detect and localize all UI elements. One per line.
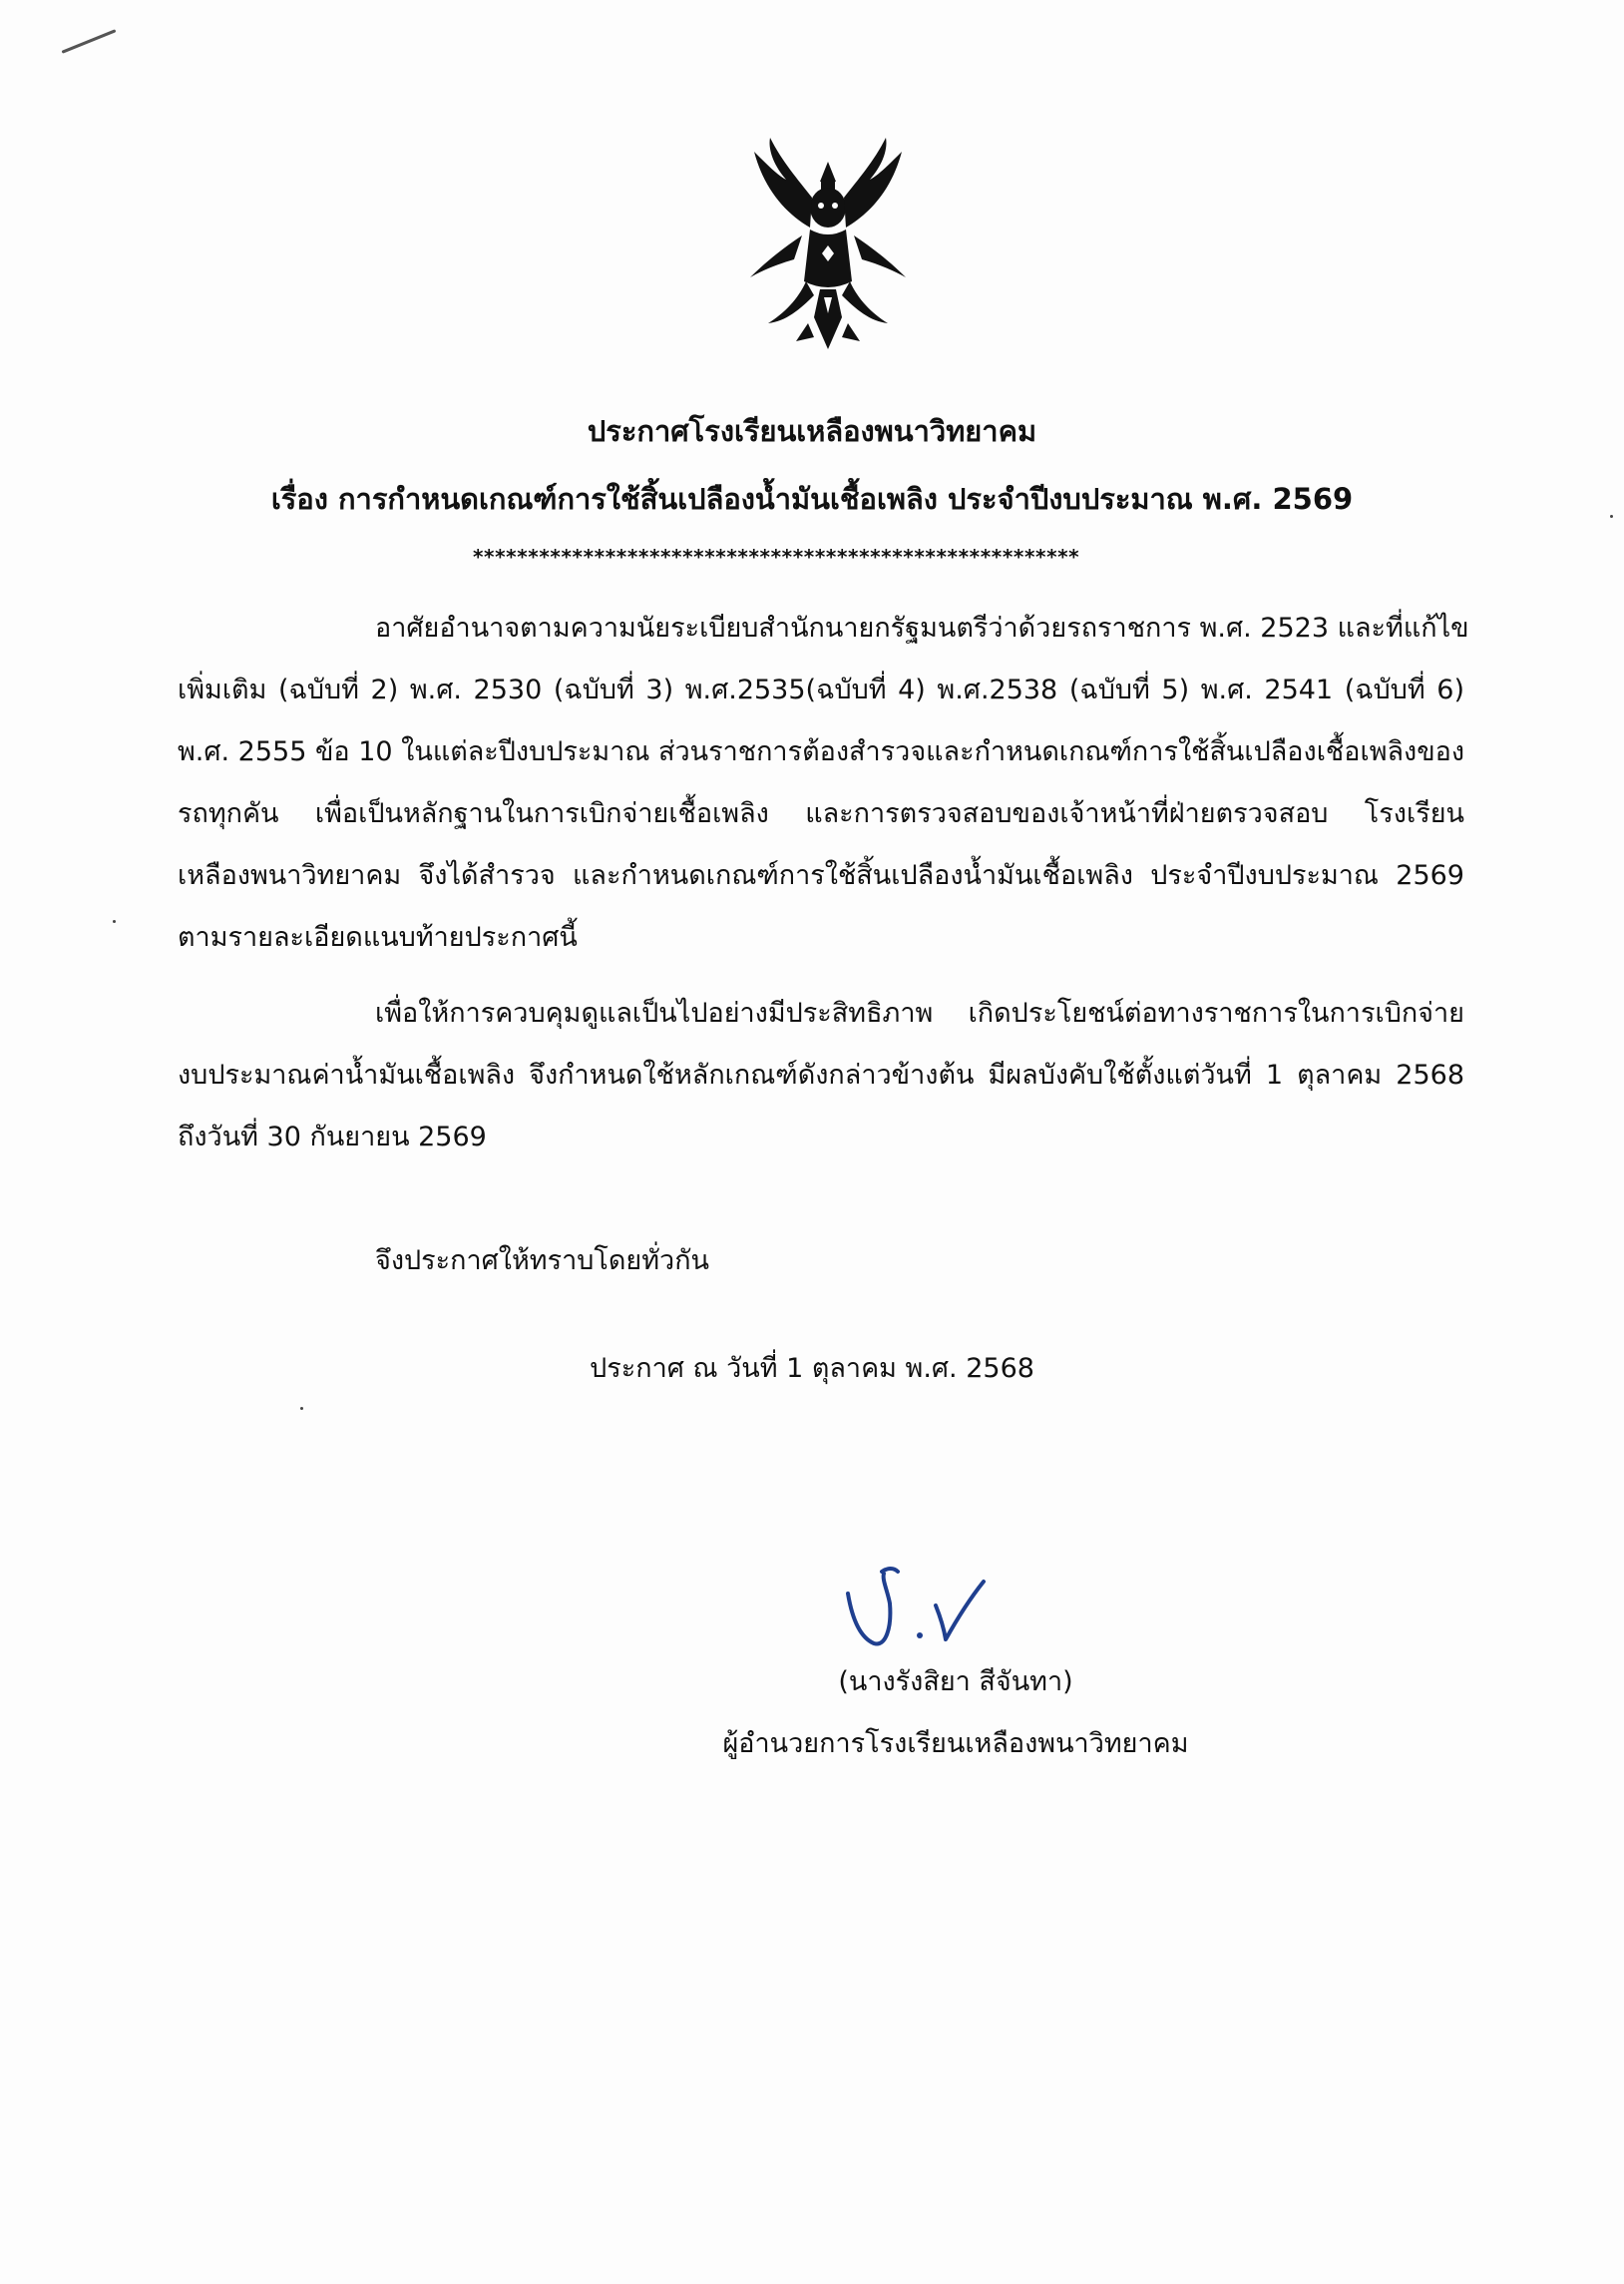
paragraph1-line: เพิ่มเติม (ฉบับที่ 2) พ.ศ. 2530 (ฉบับที่ 3) พ.ศ.2535(ฉบับที่ 4) พ.ศ.2538 (ฉบับที่ 5) พ.ศ. 2541 (ฉบับที่ 6) [178, 675, 1464, 705]
announcement-title: ประกาศโรงเรียนเหลืองพนาวิทยาคม [587, 414, 1037, 448]
paragraph1-line: รถทุกคัน เพื่อเป็นหลักฐานในการเบิกจ่ายเชื้อเพลิง และการตรวจสอบของเจ้าหน้าที่ฝ่ายตรวจสอบ โรงเรียน [178, 798, 1464, 829]
paragraph1-line: พ.ศ. 2555 ข้อ 10 ในแต่ละปีงบประมาณ ส่วนราชการต้องสำรวจและกำหนดเกณฑ์การใช้สิ้นเปลืองเชื้อเพลิงของ [178, 736, 1465, 767]
garuda-emblem-icon [728, 138, 928, 359]
paragraph2-line: ถึงวันที่ 30 กันยายน 2569 [178, 1122, 487, 1152]
signer-position: ผู้อำนวยการโรงเรียนเหลืองพนาวิทยาคม [722, 1728, 1189, 1759]
paragraph2-line: เพื่อให้การควบคุมดูแลเป็นไปอย่างมีประสิทธิภาพ เกิดประโยชน์ต่อทางราชการในการเบิกจ่าย [375, 998, 1464, 1029]
separator-line: ******************************************************* [473, 545, 1080, 569]
scan-speck [300, 1407, 303, 1410]
announcement-subject: เรื่อง การกำหนดเกณฑ์การใช้สิ้นเปลืองน้ำมันเชื้อเพลิง ประจำปีงบประมาณ พ.ศ. 2569 [270, 482, 1354, 516]
scan-speck [113, 920, 116, 923]
signature-icon [828, 1552, 1008, 1661]
paragraph1-line: อาศัยอำนาจตามความนัยระเบียบสำนักนายกรัฐมนตรีว่าด้วยรถราชการ พ.ศ. 2523 และที่แก้ไข [375, 613, 1469, 644]
paragraph1-line: เหลืองพนาวิทยาคม จึงได้สำรวจ และกำหนดเกณฑ์การใช้สิ้นเปลืองน้ำมันเชื้อเพลิง ประจำปีงบประมาณ 2569 [178, 860, 1464, 891]
paragraph1-line: ตามรายละเอียดแนบท้ายประกาศนี้ [178, 922, 578, 953]
closing-statement: จึงประกาศให้ทราบโดยทั่วกัน [375, 1245, 709, 1276]
scan-mark [62, 29, 117, 54]
paragraph2-line: งบประมาณค่าน้ำมันเชื้อเพลิง จึงกำหนดใช้หลักเกณฑ์ดังกล่าวข้างต้น มีผลบังคับใช้ตั้งแต่วันที่ 1 ตุลาคม 2568 [178, 1060, 1464, 1091]
signer-name: (นางรังสิยา สีจันทา) [838, 1666, 1073, 1697]
announcement-date: ประกาศ ณ วันที่ 1 ตุลาคม พ.ศ. 2568 [590, 1353, 1034, 1384]
